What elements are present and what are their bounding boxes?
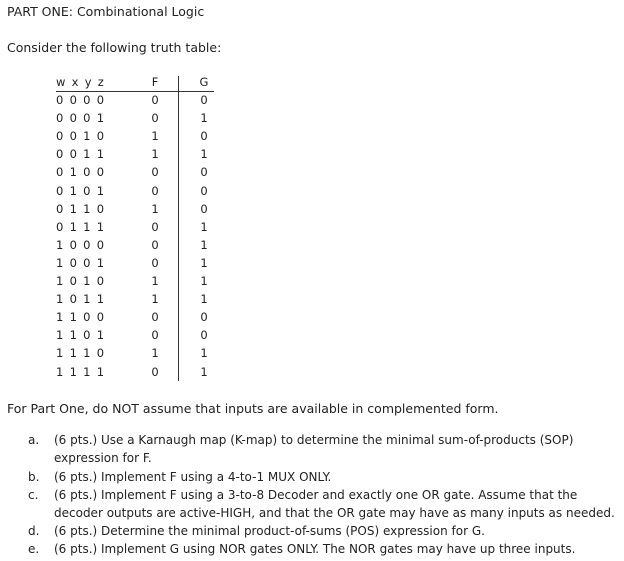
input-values-cell: 0 1 1 0 (56, 201, 106, 216)
f-value-cell: 0 (151, 93, 159, 107)
f-value-cell: 0 (151, 165, 159, 180)
question-label: a. (28, 433, 40, 447)
input-values-cell: 0 1 1 1 (56, 219, 106, 234)
question-item (28, 540, 576, 558)
question-text: (6 pts.) Implement F using a 4-to-1 MUX ONLY. (54, 470, 332, 484)
question-item (28, 468, 332, 486)
g-value-cell: 0 (200, 93, 208, 107)
note-text: For Part One, do NOT assume that inputs are available in complemented form. (7, 401, 499, 416)
f-value-cell: 0 (151, 328, 159, 343)
question-label: e. (28, 542, 40, 556)
input-values-cell: 1 1 1 0 (56, 346, 106, 361)
input-values-cell: 1 0 1 0 (56, 274, 106, 288)
f-value-cell: 0 (151, 364, 159, 379)
g-value-cell: 0 (200, 165, 208, 180)
f-value-cell: 1 (151, 201, 159, 216)
input-values-cell: 1 1 0 1 (56, 328, 106, 343)
question-text: (6 pts.) Determine the minimal product-of-sums (POS) expression for G. (54, 524, 485, 538)
g-value-cell: 0 (200, 183, 208, 198)
page-title: PART ONE: Combinational Logic (7, 4, 205, 19)
input-values-cell: 1 0 0 0 (56, 237, 106, 252)
input-values-cell: 0 0 1 0 (56, 129, 106, 144)
g-value-cell: 1 (200, 292, 208, 307)
question-text: (6 pts.) Use a Karnaugh map (K-map) to determine the minimal sum-of-products (SOP) expression for F. (54, 433, 574, 465)
f-value-cell: 0 (151, 111, 159, 126)
f-value-cell: 1 (151, 129, 159, 144)
header-underline (56, 91, 214, 92)
input-values-cell: 1 1 1 1 (56, 364, 106, 379)
question-label: b. (28, 470, 40, 484)
f-value-cell: 0 (151, 255, 159, 270)
f-value-cell: 0 (151, 310, 159, 325)
question-label: c. (28, 488, 39, 502)
g-value-cell: 0 (200, 201, 208, 216)
question-text: (6 pts.) Implement G using NOR gates ONLY. The NOR gates may have up three inputs. (54, 542, 576, 556)
input-values-cell: 1 0 0 1 (56, 255, 106, 270)
g-value-cell: 1 (200, 219, 208, 234)
input-values-cell: 1 1 0 0 (56, 310, 106, 325)
input-values-cell: 1 0 1 1 (56, 292, 106, 307)
f-value-cell: 1 (151, 274, 159, 288)
g-value-cell: 1 (200, 147, 208, 162)
g-value-cell: 0 (200, 310, 208, 325)
input-values-cell: 0 0 0 1 (56, 111, 106, 126)
f-value-cell: 0 (151, 183, 159, 198)
question-text: (6 pts.) Implement F using a 3-to-8 Decoder and exactly one OR gate. Assume that the decoder outputs are active-HIGH, and that the OR gate may have as many inputs as needed. (54, 488, 615, 520)
question-item (28, 522, 485, 540)
question-item (28, 486, 615, 520)
input-values-cell: 0 0 0 0 (56, 93, 106, 107)
g-value-cell: 1 (200, 255, 208, 270)
inputs-header: w x y z (56, 75, 106, 89)
g-value-cell: 1 (200, 111, 208, 126)
question-label: d. (28, 524, 40, 538)
question-item (28, 431, 574, 465)
input-values-cell: 0 1 0 0 (56, 165, 106, 180)
input-values-cell: 0 1 0 1 (56, 183, 106, 198)
g-header: G (199, 75, 209, 89)
f-value-cell: 1 (151, 147, 159, 162)
f-value-cell: 1 (151, 292, 159, 307)
g-value-cell: 1 (200, 364, 208, 379)
g-value-cell: 1 (200, 237, 208, 252)
f-header: F (151, 75, 159, 89)
f-value-cell: 1 (151, 346, 159, 361)
intro-text: Consider the following truth table: (7, 40, 222, 55)
g-value-cell: 1 (200, 274, 208, 288)
g-value-cell: 0 (200, 328, 208, 343)
input-values-cell: 0 0 1 1 (56, 147, 106, 162)
f-value-cell: 0 (151, 219, 159, 234)
g-value-cell: 0 (200, 129, 208, 144)
g-value-cell: 1 (200, 346, 208, 361)
f-value-cell: 0 (151, 237, 159, 252)
column-divider (178, 76, 179, 381)
